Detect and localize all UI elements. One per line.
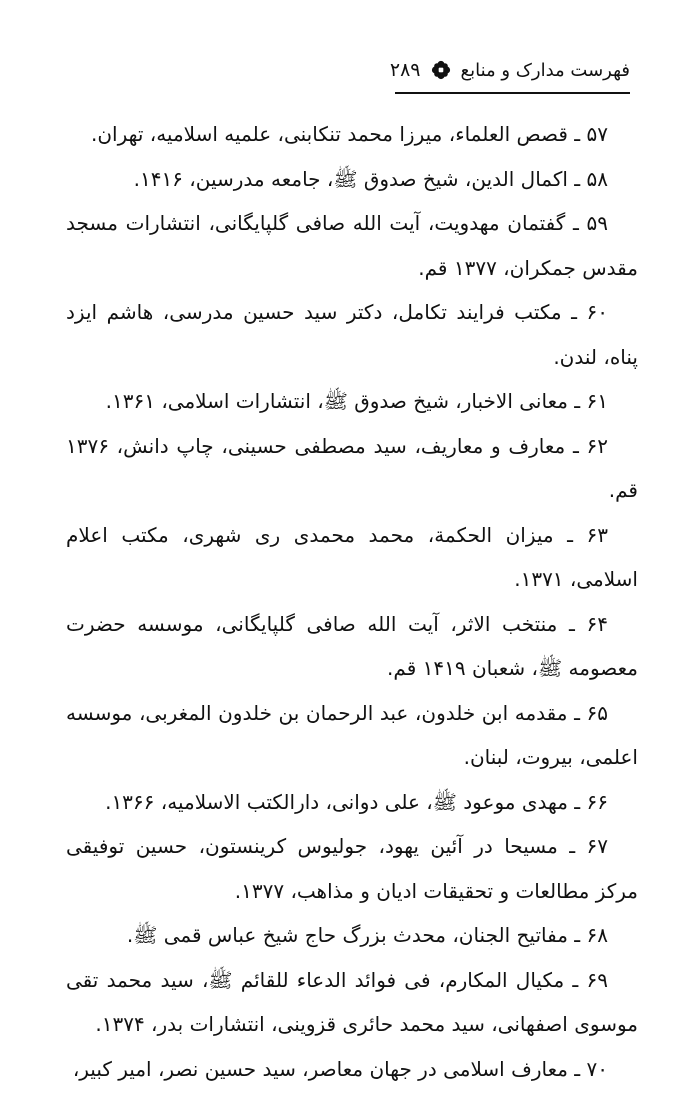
bibliography-entry: ۶۸ ـ مفاتیح الجنان، محدث بزرگ حاج شیخ عباس قمی ﷺ.	[126, 923, 608, 947]
flower-icon	[431, 60, 451, 80]
bibliography-entry: ۶۷ ـ مسیحا در آئین یهود، جولیوس کرینستون، حسین توفیقی مرکز مطالعات و تحقیقات ادیان و مذاهب، ۱۳۷۷.	[66, 834, 638, 903]
bibliography-entry: ۶۶ ـ مهدی موعود ﷺ، علی دوانی، دارالکتب الاسلامیه، ۱۳۶۶.	[105, 789, 608, 814]
bibliography-list	[66, 112, 638, 1091]
bibliography-entry: ۵۷ ـ قصص العلماء، میرزا محمد تنکابنی، علمیه اسلامیه، تهران.	[90, 122, 608, 146]
bibliography-entry: ۶۲ ـ معارف و معاریف، سید مصطفی حسینی، چاپ دانش، ۱۳۷۶ قم.	[66, 433, 638, 502]
bibliography-entry: ۶۳ ـ میزان الحکمة، محمد محمدی ری شهری، مکتب اعلام اسلامی، ۱۳۷۱.	[66, 522, 638, 591]
bibliography-entry: ۶۱ ـ معانی الاخبار، شیخ صدوق ﷺ، انتشارات اسلامی، ۱۳۶۱.	[105, 389, 608, 413]
bibliography-entry: ۶۴ ـ منتخب الاثر، آیت الله صافی گلپایگانی، موسسه حضرت معصومه ﷺ، شعبان ۱۴۱۹ قم.	[66, 611, 638, 680]
header-divider	[395, 92, 630, 94]
header-title: فهرست مدارک و منابع	[460, 59, 630, 81]
page-number: ۲۸۹	[389, 59, 421, 81]
bibliography-entry: ۵۸ ـ اکمال الدین، شیخ صدوق ﷺ، جامعه مدرسین، ۱۴۱۶.	[133, 166, 608, 191]
bibliography-entry: ۶۹ ـ مکیال المکارم، فی فوائد الدعاء للقائم ﷺ، سید محمد تقی موسوی اصفهانی، سید محمد حائری قزوینی، انتشارات بدر، ۱۳۷۴.	[66, 967, 638, 1036]
bibliography-entry: ۶۵ ـ مقدمه ابن خلدون، عبد الرحمان بن خلدون المغربی، موسسه اعلمی، بیروت، لبنان.	[66, 700, 638, 769]
bibliography-entry: ۵۹ ـ گفتمان مهدویت، آیت الله صافی گلپایگانی، انتشارات مسجد مقدس جمکران، ۱۳۷۷ قم.	[66, 211, 638, 280]
bibliography-entry: ۶۰ ـ مکتب فرایند تکامل، دکتر سید حسین مدرسی، هاشم ایزد پناه، لندن.	[66, 300, 638, 369]
running-header	[389, 50, 630, 90]
bibliography-entry: ۷۰ ـ معارف اسلامی در جهان معاصر، سید حسین نصر، امیر کبیر،	[72, 1056, 608, 1081]
